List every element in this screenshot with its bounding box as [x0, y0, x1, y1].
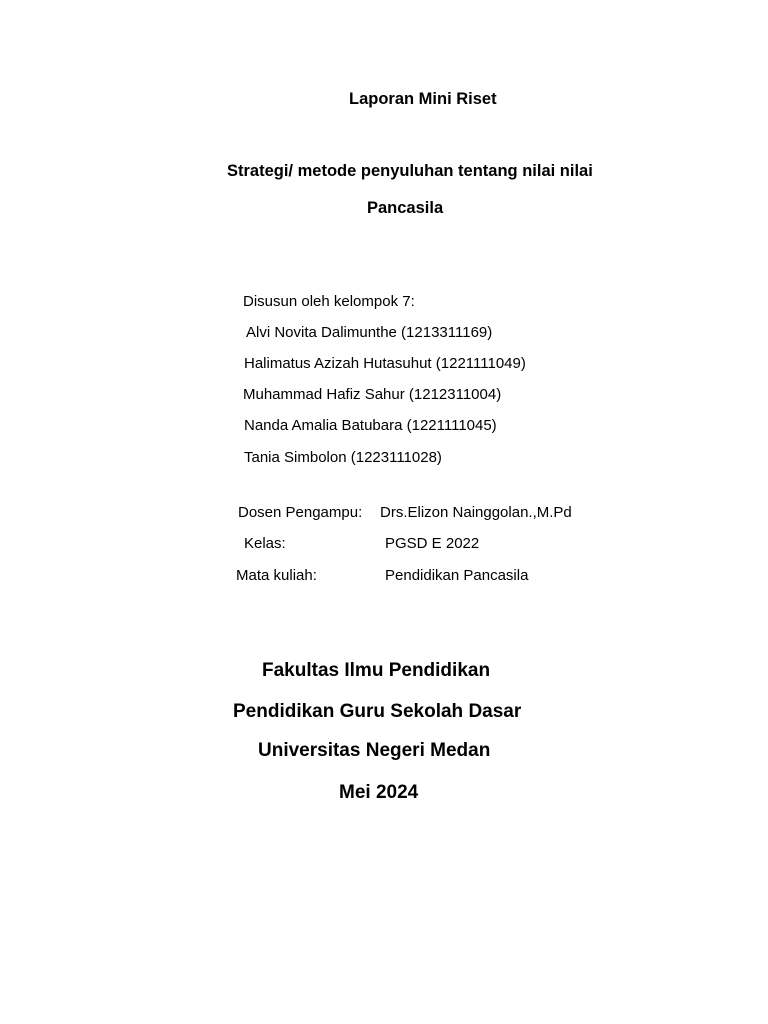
member-2: Halimatus Azizah Hutasuhut (1221111049) — [244, 355, 526, 372]
member-4: Nanda Amalia Batubara (1221111045) — [244, 417, 497, 434]
lecturer-value: Drs.Elizon Nainggolan.,M.Pd — [380, 504, 572, 521]
member-3: Muhammad Hafiz Sahur (1212311004) — [243, 386, 502, 403]
lecturer-label: Dosen Pengampu: — [238, 504, 363, 521]
report-title-line-2: Pancasila — [367, 199, 444, 217]
report-title-line-1: Strategi/ metode penyuluhan tentang nilai nilai — [227, 162, 593, 180]
faculty-name: Fakultas Ilmu Pendidikan — [262, 660, 491, 681]
member-5: Tania Simbolon (1223111028) — [244, 449, 442, 466]
class-label: Kelas: — [244, 535, 286, 552]
university-name: Universitas Negeri Medan — [258, 740, 491, 761]
member-1: Alvi Novita Dalimunthe (1213311169) — [246, 324, 493, 341]
report-date: Mei 2024 — [339, 782, 419, 803]
program-name: Pendidikan Guru Sekolah Dasar — [233, 701, 522, 722]
group-intro: Disusun oleh kelompok 7: — [243, 293, 415, 310]
report-heading: Laporan Mini Riset — [349, 90, 497, 108]
subject-label: Mata kuliah: — [236, 567, 317, 584]
class-value: PGSD E 2022 — [385, 535, 480, 552]
subject-value: Pendidikan Pancasila — [385, 567, 529, 584]
